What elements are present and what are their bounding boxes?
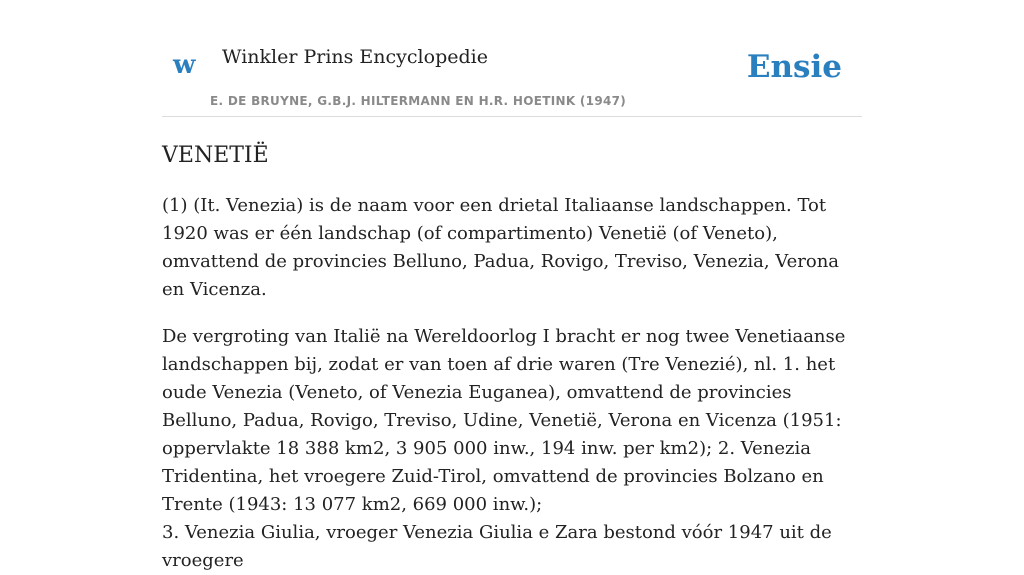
- article-paragraph: (1) (It. Venezia) is de naam voor een drietal Italiaanse landschappen. Tot 1920 was er één landschap (of compartimento) Venetië (of Veneto), omvattend de provincies Belluno, Padua, Rovigo, Treviso, Venezia, Verona en Vicenza.: [162, 195, 840, 300]
- publication-title[interactable]: Winkler Prins Encyclopedie: [222, 46, 488, 68]
- page: [162, 0, 862, 575]
- brand-logo[interactable]: Ensie: [746, 49, 842, 85]
- authors-line: E. DE BRUYNE, G.B.J. HILTERMANN EN H.R. HOETINK (1947): [210, 94, 627, 108]
- article-paragraph: De vergroting van Italië na Wereldoorlog I bracht er nog twee Venetiaanse landschappen bij, zodat er van toen af drie waren (Tre Venezié), nl. 1. het oude Venezia (Veneto, of Venezia Euganea), omvattend de provincies Belluno, Padua, Rovigo, Treviso, Udine, Venetië, Verona en Vicenza (1951: oppervlakte 18 388 km2, 3 905 000 inw., 194 inw. per km2); 2. Venezia Tridentina, het vroegere Zuid-Tirol, omvattend de provincies Bolzano en Trente (1943: 13 077 km2, 669 000 inw.);: [162, 326, 846, 515]
- header: [162, 0, 862, 117]
- entry-title: VENETIË: [162, 143, 269, 168]
- publication-logo[interactable]: w: [173, 50, 196, 80]
- article-paragraph: 3. Venezia Giulia, vroeger Venezia Giulia e Zara bestond vóór 1947 uit de vroegere: [162, 522, 832, 571]
